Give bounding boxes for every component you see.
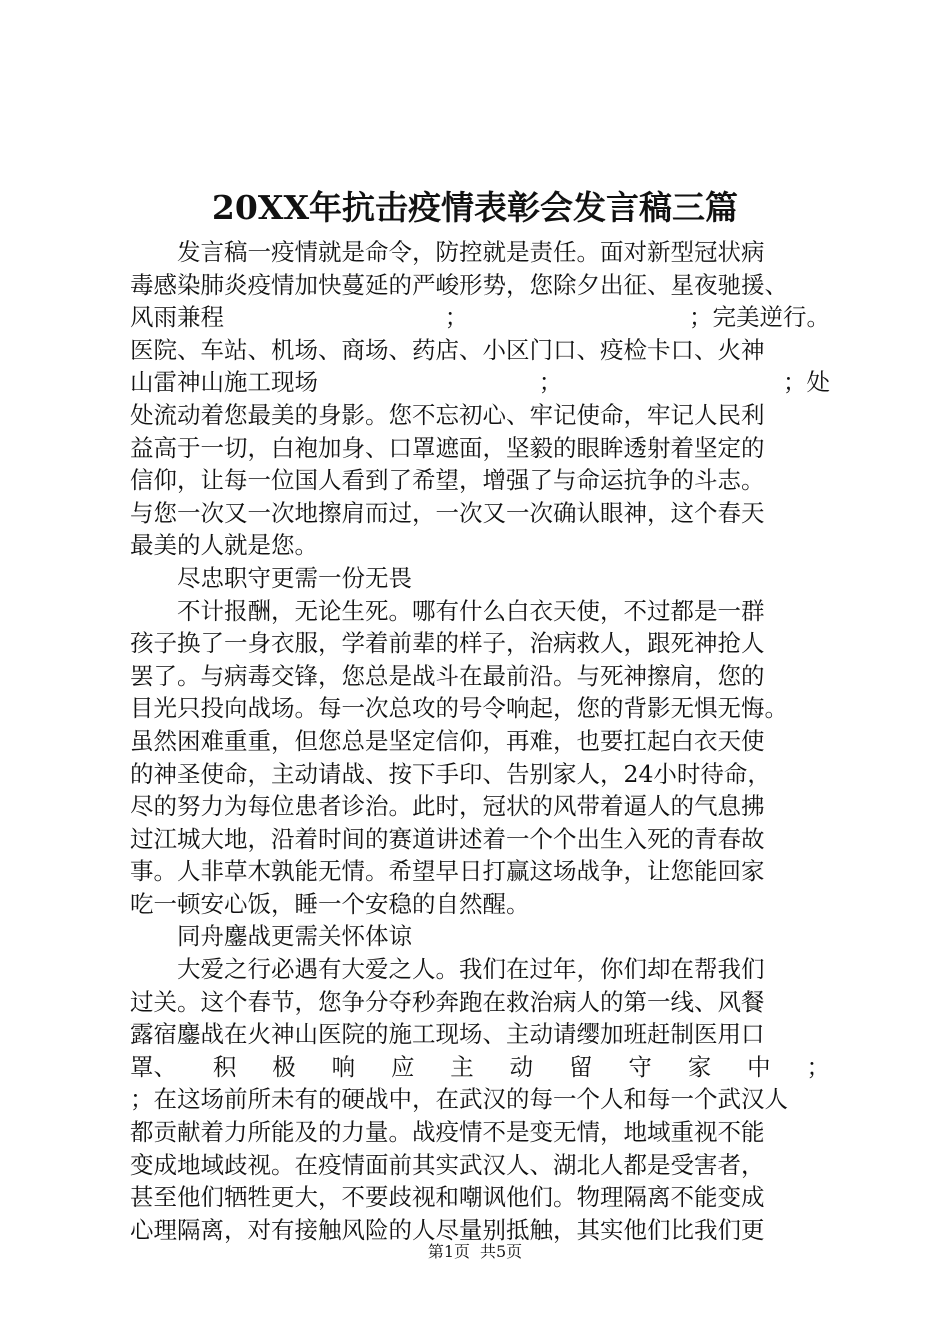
page-footer [0, 1242, 950, 1262]
text-segment: 过江城大地，沿着时间的赛道讲述着一个个出生入死的青春故 [130, 824, 765, 853]
text-segment: 虽然困难重重，但您总是坚定信仰，再难，也要扛起白衣天使 [130, 726, 765, 755]
text-segment: 处流动着您最美的身影。您不忘初心、牢记使命，牢记人民利 [130, 400, 765, 429]
text-line [130, 953, 830, 986]
text-segment: 动 [509, 1052, 534, 1081]
text-segment: ；完美逆行。 [689, 303, 830, 332]
text-segment: ； [806, 1052, 830, 1081]
text-line [130, 1116, 830, 1149]
text-line [130, 920, 830, 953]
text-segment: ； [538, 368, 563, 397]
text-segment: ； [444, 303, 469, 332]
text-segment: 医院、车站、机场、商场、药店、小区门口、疫检卡口、火神 [130, 335, 765, 364]
text-segment: 的神圣使命，主动请战、按下手印、告别家人，24小时待命， [130, 759, 771, 788]
text-line [130, 334, 830, 367]
text-segment: ；在这场前所未有的硬战中，在武汉的每一个人和每一个武汉人 [130, 1085, 788, 1114]
text-line [130, 660, 830, 693]
text-line [130, 627, 830, 660]
text-segment: 家 [687, 1052, 712, 1081]
text-line [130, 790, 830, 823]
text-line [130, 269, 830, 302]
text-line [130, 855, 830, 888]
text-segment: 心理隔离，对有接触风险的人尽量别抵触，其实他们比我们更 [130, 1215, 765, 1244]
text-segment: 益高于一切，白袍加身、口罩遮面，坚毅的眼眸透射着坚定的 [130, 433, 765, 462]
text-segment: 毒感染肺炎疫情加快蔓延的严峻形势，您除夕出征、星夜驰援、 [130, 270, 788, 299]
text-segment: 中 [747, 1052, 771, 1081]
text-line [130, 497, 830, 530]
text-segment: 变成地域歧视。在疫情面前其实武汉人、湖北人都是受害者， [130, 1150, 765, 1179]
text-segment: 过关。这个春节，您争分夺秒奔跑在救治病人的第一线、风餐 [130, 987, 765, 1016]
text-segment: 发言稿一疫情就是命令，防控就是责任。面对新型冠状病 [177, 238, 765, 266]
text-line [130, 366, 830, 399]
text-line [130, 1051, 830, 1084]
text-line [130, 1083, 830, 1116]
text-segment: 极 [272, 1052, 296, 1081]
page-total: 共5页 [480, 1242, 523, 1261]
text-segment: 事。人非草木孰能无情。希望早日打赢这场战争，让您能回家 [130, 857, 765, 886]
text-line [130, 301, 830, 334]
text-segment: 罩、 [130, 1052, 177, 1081]
text-line [130, 595, 830, 628]
text-line [130, 758, 830, 791]
text-line [130, 888, 830, 921]
text-line [130, 399, 830, 432]
text-segment: 罢了。与病毒交锋，您总是战斗在最前沿。与死神擦肩，您的 [130, 661, 765, 690]
text-segment: 尽忠职守更需一份无畏 [177, 563, 412, 592]
text-segment: 风雨兼程 [130, 303, 224, 332]
text-segment: 不计报酬，无论生死。哪有什么白衣天使，不过都是一群 [177, 596, 765, 625]
text-line [130, 823, 830, 856]
document-body [130, 236, 830, 1246]
text-segment: 尽的努力为每位患者诊治。此时，冠状的风带着逼人的气息拂 [130, 792, 765, 821]
text-segment: 目光只投向战场。每一次总攻的号令响起，您的背影无惧无悔。 [130, 694, 788, 723]
text-segment: 最美的人就是您。 [130, 531, 318, 560]
text-line [130, 1018, 830, 1051]
text-segment: 与您一次又一次地擦肩而过，一次又一次确认眼神，这个春天 [130, 498, 765, 527]
text-segment: 露宿鏖战在火神山医院的施工现场、主动请缨加班赶制医用口 [130, 1020, 765, 1049]
text-line [130, 464, 830, 497]
text-line [130, 236, 830, 269]
text-segment: 同舟鏖战更需关怀体谅 [177, 922, 412, 951]
text-line [130, 562, 830, 595]
text-segment: 主 [450, 1052, 474, 1081]
text-segment: 孩子换了一身衣服，学着前辈的样子，治病救人，跟死神抢人 [130, 629, 765, 658]
text-segment: 留 [569, 1052, 593, 1081]
text-segment: 甚至他们牺牲更大，不要歧视和嘲讽他们。物理隔离不能变成 [130, 1183, 765, 1212]
page-number: 第1页 [427, 1242, 470, 1261]
text-segment: 应 [390, 1052, 415, 1081]
text-line [130, 725, 830, 758]
text-segment: 都贡献着力所能及的力量。战疫情不是变无情，地域重视不能 [130, 1118, 765, 1147]
text-segment: ；处 [783, 368, 830, 397]
text-segment: 山雷神山施工现场 [130, 368, 318, 397]
text-line [130, 986, 830, 1019]
text-segment: 响 [331, 1052, 356, 1081]
text-segment: 信仰，让每一位国人看到了希望，增强了与命运抗争的斗志。 [130, 466, 765, 495]
text-segment: 积 [212, 1052, 237, 1081]
text-line [130, 692, 830, 725]
text-segment: 大爱之行必遇有大爱之人。我们在过年，你们却在帮我们 [177, 955, 765, 984]
text-line [130, 529, 830, 562]
text-segment: 守 [628, 1052, 652, 1081]
document-title: 20XX年抗击疫情表彰会发言稿三篇 [211, 188, 739, 227]
text-line [130, 1181, 830, 1214]
text-segment: 吃一顿安心饭，睡一个安稳的自然醒。 [130, 889, 530, 918]
text-line [130, 432, 830, 465]
text-line [130, 1149, 830, 1182]
